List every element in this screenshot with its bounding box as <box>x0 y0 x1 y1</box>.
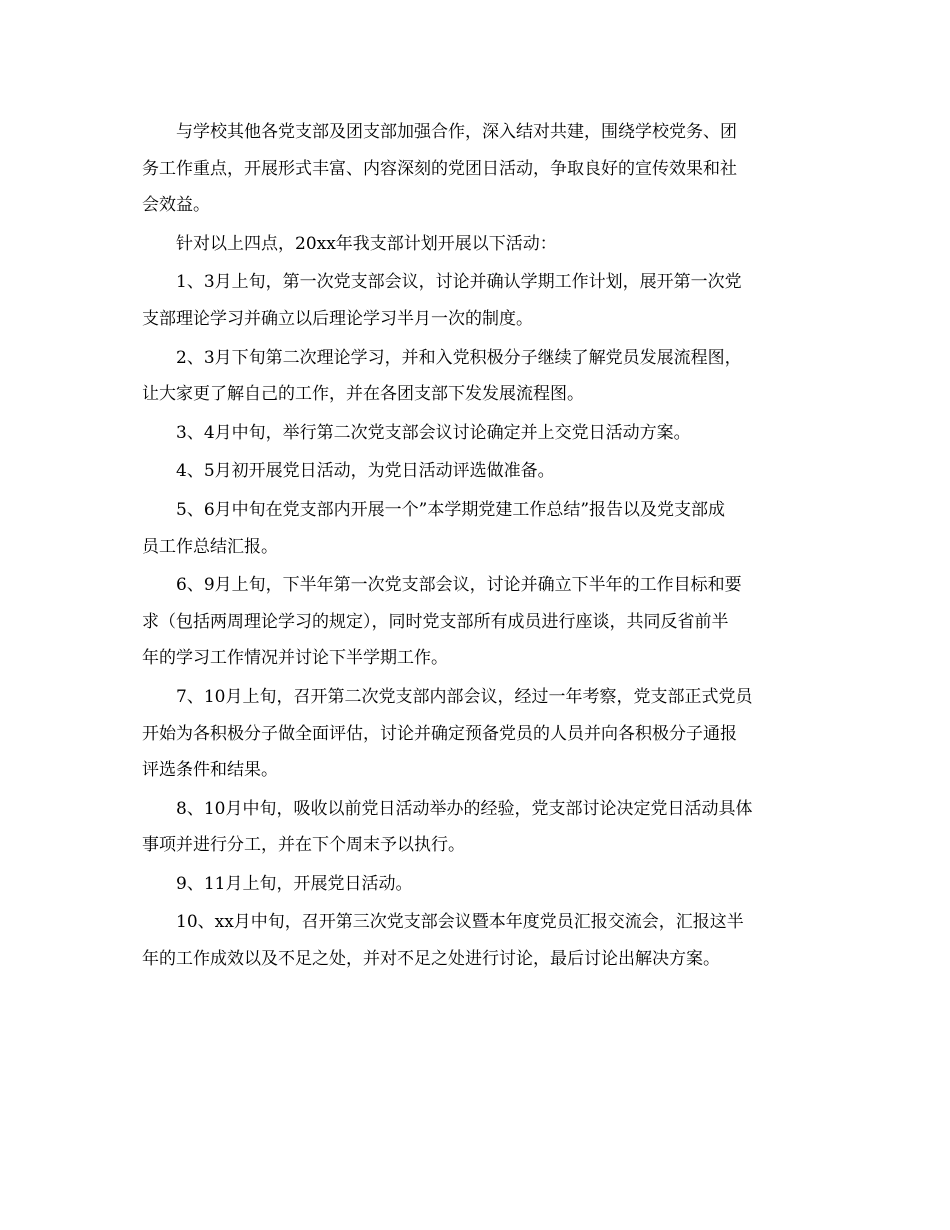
paragraph-item-7: 7、10月上旬，召开第二次党支部内部会议，经过一年考察，党支部正式党员 开始为各积极分子做全面评估，讨论并确定预备党员的人员并向各积极分子通报 评选条件和结果。 <box>142 686 753 781</box>
paragraph-item-5: 5、6月中旬在党支部内开展一个”本学期党建工作总结”报告以及党支部成 员工作总结汇报。 <box>142 499 726 557</box>
paragraph-item-10: 10、xx月中旬，召开第三次党支部会议暨本年度党员汇报交流会，汇报这半 年的工作成效以及不足之处，并对不足之处进行讨论，最后讨论出解决方案。 <box>142 912 744 970</box>
paragraph-intro: 与学校其他各党支部及团支部加强合作，深入结对共建，围绕学校党务、团 务工作重点，开展形式丰富、内容深刻的党团日活动，争取良好的宣传效果和社 会效益。 <box>142 122 737 216</box>
paragraph-item-8: 8、10月中旬，吸收以前党日活动举办的经验，党支部讨论决定党日活动具体 事项并进行分工，并在下个周末予以执行。 <box>142 798 753 856</box>
paragraph-item-9: 9、11月上旬，开展党日活动。 <box>176 873 413 894</box>
paragraph-item-2: 2、3月下旬第二次理论学习，并和入党积极分子继续了解党员发展流程图， 让大家更了解自己的工作，并在各团支部下发发展流程图。 <box>142 347 742 405</box>
paragraph-item-3: 3、4月中旬，举行第二次党支部会议讨论确定并上交党日活动方案。 <box>176 422 691 443</box>
paragraph-item-1: 1、3月上旬，第一次党支部会议，讨论并确认学期工作计划，展开第一次党 支部理论学习并确立以后理论学习半月一次的制度。 <box>142 272 742 329</box>
paragraph-plan-heading: 针对以上四点，20xx年我支部计划开展以下活动： <box>176 233 557 254</box>
document-body <box>142 114 810 980</box>
paragraph-item-6: 6、9月上旬，下半年第一次党支部会议，讨论并确立下半年的工作目标和要 求（包括两周理论学习的规定），同时党支部所有成员进行座谈，共同反省前半 年的学习工作情况并讨论下半学期工作。 <box>142 575 742 669</box>
paragraph-item-4: 4、5月初开展党日活动，为党日活动评选做准备。 <box>176 461 555 482</box>
